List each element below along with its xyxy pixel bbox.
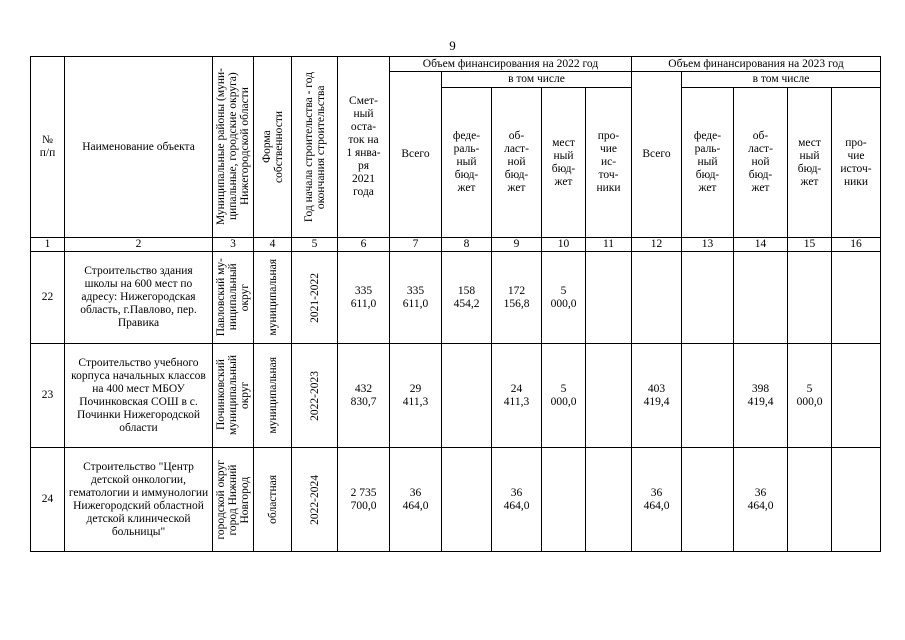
balance-cell: 2 735 700,0	[338, 448, 390, 552]
header-fin-2022: Объем финансирования на 2022 год	[390, 57, 632, 72]
total-2023-cell: 36 464,0	[632, 448, 682, 552]
financing-table	[30, 56, 881, 552]
col-number: 6	[338, 238, 390, 252]
header-name: Наименование объекта	[65, 57, 213, 238]
header-ownership: Форма собственности	[254, 57, 292, 238]
object-name: Строительство учебного корпуса начальных классов на 400 мест МБОУ Починковская СОШ в с. Починки Нижегородской области	[65, 344, 213, 448]
col-number: 9	[492, 238, 542, 252]
header-incl-2023: в том числе	[682, 72, 881, 88]
ownership-cell: муниципальная	[254, 344, 292, 448]
table-row	[31, 448, 881, 552]
federal-2022-cell	[442, 344, 492, 448]
header-local-2023: мест ный бюд- жет	[788, 88, 832, 238]
header-fin-2023: Объем финансирования на 2023 год	[632, 57, 881, 72]
district-cell: городской округ город Нижний Новгород	[213, 448, 254, 552]
balance-cell: 432 830,7	[338, 344, 390, 448]
regional-2023-cell	[734, 252, 788, 344]
local-2022-cell: 5 000,0	[542, 252, 586, 344]
other-2022-cell	[586, 344, 632, 448]
col-number: 10	[542, 238, 586, 252]
local-2023-cell	[788, 252, 832, 344]
district-cell: Павловский му- ниципальный округ	[213, 252, 254, 344]
col-number: 11	[586, 238, 632, 252]
total-2023-cell	[632, 252, 682, 344]
col-number: 2	[65, 238, 213, 252]
row-number: 24	[31, 448, 65, 552]
federal-2023-cell	[682, 252, 734, 344]
total-2022-cell: 36 464,0	[390, 448, 442, 552]
header-years: Год начала строительства - год окончания строительства	[292, 57, 338, 238]
header-federal-2022: феде- раль- ный бюд- жет	[442, 88, 492, 238]
federal-2023-cell	[682, 344, 734, 448]
header-balance: Смет- ный оста- ток на 1 янва- ря 2021 года	[338, 57, 390, 238]
years-cell: 2022-2023	[292, 344, 338, 448]
page-number: 9	[449, 38, 456, 53]
object-name: Строительство здания школы на 600 мест по адресу: Нижегородская область, г.Павлово, пер. Правика	[65, 252, 213, 344]
other-2023-cell	[832, 344, 881, 448]
header-num: № п/п	[31, 57, 65, 238]
federal-2022-cell: 158 454,2	[442, 252, 492, 344]
regional-2023-cell: 398 419,4	[734, 344, 788, 448]
col-number: 1	[31, 238, 65, 252]
col-number: 15	[788, 238, 832, 252]
header-district: Муниципальные районы (муни- ципальные, городские округа) Нижегородской области	[213, 57, 254, 238]
col-number: 13	[682, 238, 734, 252]
header-regional-2022: об- ласт- ной бюд- жет	[492, 88, 542, 238]
total-2022-cell: 29 411,3	[390, 344, 442, 448]
col-number: 8	[442, 238, 492, 252]
header-local-2022: мест ный бюд- жет	[542, 88, 586, 238]
col-number: 4	[254, 238, 292, 252]
col-number: 3	[213, 238, 254, 252]
object-name: Строительство "Центр детской онкологии, гематологии и иммунологии Нижегородский областной детской клинической больницы"	[65, 448, 213, 552]
regional-2023-cell: 36 464,0	[734, 448, 788, 552]
other-2023-cell	[832, 448, 881, 552]
other-2022-cell	[586, 448, 632, 552]
regional-2022-cell: 172 156,8	[492, 252, 542, 344]
regional-2022-cell: 36 464,0	[492, 448, 542, 552]
other-2022-cell	[586, 252, 632, 344]
federal-2022-cell	[442, 448, 492, 552]
col-number: 12	[632, 238, 682, 252]
header-other-2022: про- чие ис- точ- ники	[586, 88, 632, 238]
balance-cell: 335 611,0	[338, 252, 390, 344]
local-2023-cell: 5 000,0	[788, 344, 832, 448]
header-regional-2023: об- ласт- ной бюд- жет	[734, 88, 788, 238]
row-number: 23	[31, 344, 65, 448]
col-number: 5	[292, 238, 338, 252]
column-number-row	[31, 238, 881, 252]
table-row	[31, 344, 881, 448]
local-2022-cell	[542, 448, 586, 552]
table-row	[31, 252, 881, 344]
header-total-2022: Всего	[390, 72, 442, 238]
district-cell: Починковский муниципальный округ	[213, 344, 254, 448]
header-total-2023: Всего	[632, 72, 682, 238]
col-number: 14	[734, 238, 788, 252]
total-2023-cell: 403 419,4	[632, 344, 682, 448]
local-2022-cell: 5 000,0	[542, 344, 586, 448]
ownership-cell: областная	[254, 448, 292, 552]
col-number: 16	[832, 238, 881, 252]
row-number: 22	[31, 252, 65, 344]
header-federal-2023: феде- раль- ный бюд- жет	[682, 88, 734, 238]
col-number: 7	[390, 238, 442, 252]
years-cell: 2022-2024	[292, 448, 338, 552]
federal-2023-cell	[682, 448, 734, 552]
local-2023-cell	[788, 448, 832, 552]
header-other-2023: про- чие источ- ники	[832, 88, 881, 238]
other-2023-cell	[832, 252, 881, 344]
regional-2022-cell: 24 411,3	[492, 344, 542, 448]
years-cell: 2021-2022	[292, 252, 338, 344]
total-2022-cell: 335 611,0	[390, 252, 442, 344]
ownership-cell: муниципальная	[254, 252, 292, 344]
header-incl-2022: в том числе	[442, 72, 632, 88]
